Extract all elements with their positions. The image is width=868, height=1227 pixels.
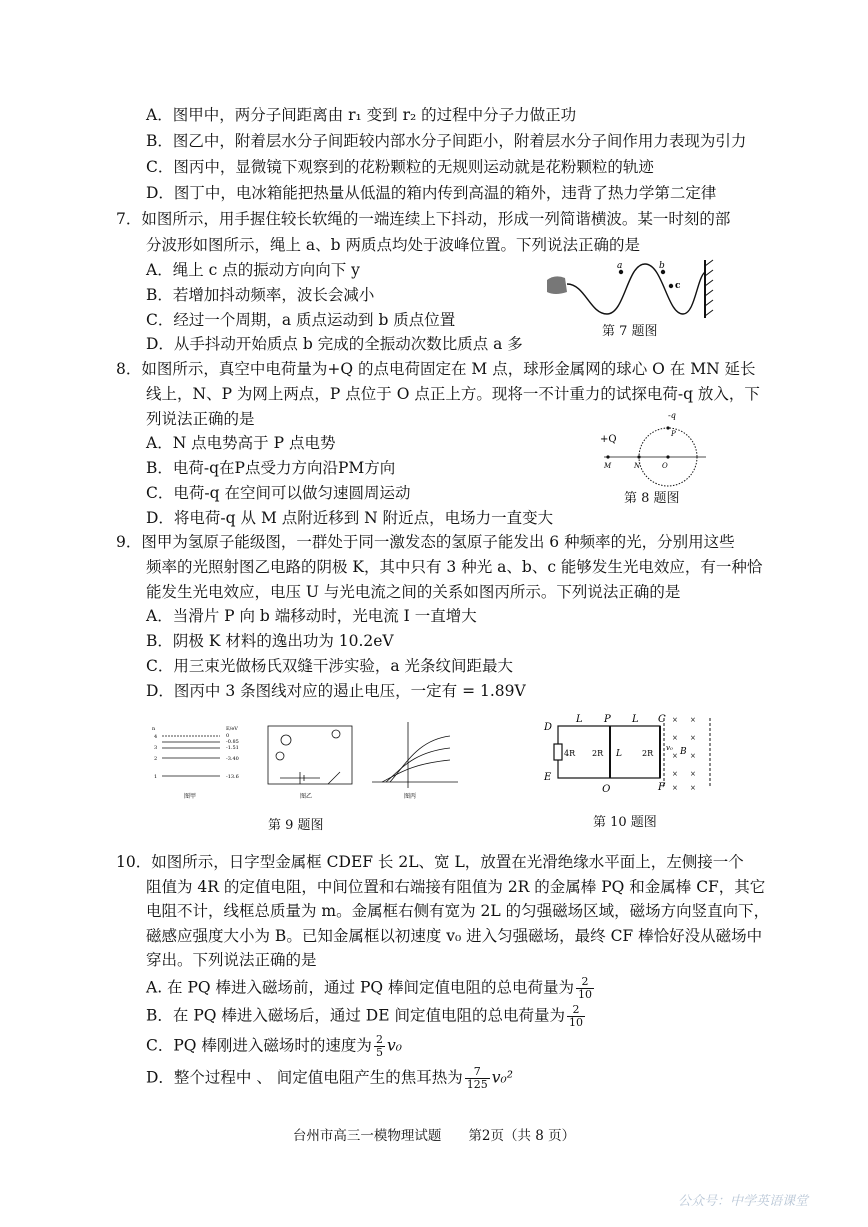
q10-option-b: B．在 PQ 棒进入磁场后，通过 DE 间定值电阻的总电荷量为 $\frac{2}{10}$ bbox=[146, 1003, 583, 1029]
svg-text:F: F bbox=[658, 782, 665, 792]
svg-text:图甲: 图甲 bbox=[184, 793, 197, 800]
svg-text:E: E bbox=[544, 772, 552, 783]
text-line-q8D: D．将电荷-q 从 M 点附近移到 N 附近点，电场力一直变大 bbox=[146, 509, 554, 527]
label-plus-q: +Q bbox=[600, 434, 617, 445]
text-line-q9A: A．当滑片 P 向 b 端移动时，光电流 I 一直增大 bbox=[146, 607, 477, 625]
figure-10-frame bbox=[540, 708, 730, 792]
svg-text:-1.51: -1.51 bbox=[226, 745, 239, 751]
svg-text:L: L bbox=[616, 749, 622, 759]
text-line-q7C: C．经过一个周期，a 质点运动到 b 质点位置 bbox=[146, 311, 456, 329]
q10-option-c: C．PQ 棒刚进入磁场时的速度为 $\frac{2}{5}$ v₀ bbox=[146, 1033, 402, 1059]
point-p bbox=[666, 426, 669, 429]
text-line-q8C: C．电荷-q 在空间可以做匀速圆周运动 bbox=[146, 484, 411, 502]
hand-icon bbox=[547, 276, 567, 294]
caption-fig9: 第 9 题图 bbox=[268, 818, 324, 833]
text-line-q10c: 电阻不计，线框总质量为 m。金属框右侧有宽为 2L 的匀强磁场区域，磁场方向竖直向下， bbox=[146, 902, 770, 920]
text-line-q8b: 线上，N、P 为网上两点，P 点位于 O 点正上方。现将一不计重力的试探电荷-q 放入，下 bbox=[146, 385, 760, 403]
label-n: N bbox=[634, 462, 641, 470]
label-o: O bbox=[662, 462, 668, 470]
text-line-q10e: 穿出。下列说法正确的是 bbox=[146, 951, 317, 969]
svg-text:n: n bbox=[152, 726, 156, 732]
label-yi: 图乙 bbox=[300, 793, 313, 800]
text-line-q8B: B．电荷-q在P点受力方向沿PM方向 bbox=[146, 459, 396, 477]
fraction: $\frac{2}{10}$ bbox=[578, 975, 593, 1001]
svg-text:×: × bbox=[690, 752, 696, 760]
svg-text:2R: 2R bbox=[592, 749, 604, 758]
caption-fig7: 第 7 题图 bbox=[602, 324, 658, 339]
text-line-q10b: 阻值为 4R 的定值电阻，中间位置和右端接有阻值为 2R 的金属棒 PQ 和金属棒 CF，其它 bbox=[146, 878, 766, 896]
fraction: $\frac{2}{10}$ bbox=[568, 1003, 583, 1029]
svg-text:×: × bbox=[690, 770, 696, 778]
text-line-q9b: 频率的光照射图乙电路的阴极 K，其中只有 3 种光 a、b、c 能够发生光电效应，有一种恰 bbox=[146, 558, 763, 576]
text-line-q7A: A．绳上 c 点的振动方向向下 y bbox=[146, 261, 360, 279]
text-line-q9D: D．图丙中 3 条图线对应的遏止电压，一定有 = 1.89V bbox=[146, 682, 526, 700]
text-line-q6c: C．图丙中，显微镜下观察到的花粉颗粒的无规则运动就是花粉颗粒的轨迹 bbox=[146, 158, 654, 176]
q10-option-a: A. 在 PQ 棒进入磁场前，通过 PQ 棒间定值电阻的总电荷量为 $\frac{2}{10}$ bbox=[146, 975, 593, 1001]
fraction: $\frac{7}{125}$ bbox=[466, 1065, 488, 1091]
svg-text:2: 2 bbox=[154, 756, 158, 762]
text-line-q6b: B．图乙中，附着层水分子间距较内部水分子间距小，附着层水分子间作用力表现为引力 bbox=[146, 132, 747, 150]
svg-text:P: P bbox=[604, 714, 611, 725]
svg-text:B: B bbox=[680, 747, 687, 757]
svg-text:×: × bbox=[672, 752, 678, 760]
point-o bbox=[666, 455, 669, 458]
caption-fig10: 第 10 题图 bbox=[593, 815, 657, 830]
label-bing: 图丙 bbox=[404, 793, 417, 800]
svg-text:L: L bbox=[576, 714, 583, 725]
text-line-q6a: A．图甲中，两分子间距离由 r₁ 变到 r₂ 的过程中分子力做正功 bbox=[146, 106, 577, 124]
figure-9 bbox=[150, 718, 460, 802]
text-line-q8A: A．N 点电势高于 P 点电势 bbox=[146, 434, 336, 452]
fraction: $\frac{2}{5}$ bbox=[375, 1033, 383, 1059]
svg-text:4: 4 bbox=[154, 734, 158, 740]
svg-text:0: 0 bbox=[226, 733, 230, 739]
caption-fig8: 第 8 题图 bbox=[624, 491, 680, 506]
text-line-q10d: 磁感应强度大小为 B。已知金属框以初速度 v₀ 进入匀强磁场，最终 CF 棒恰好没从磁场中 bbox=[146, 927, 763, 945]
text-line-q10: 10．如图所示，日字型金属框 CDEF 长 2L、宽 L，放置在光滑绝缘水平面上，左侧接一个 bbox=[116, 853, 744, 871]
energy-level-diagram bbox=[152, 726, 239, 800]
wall-hatch bbox=[705, 260, 713, 316]
label-c: c bbox=[675, 281, 681, 291]
label-m: M bbox=[604, 462, 612, 470]
point-c bbox=[669, 284, 673, 288]
svg-text:×: × bbox=[672, 734, 678, 742]
text-line-q8c: 列说法正确的是 bbox=[146, 410, 255, 428]
watermark: 公众号：中学英语课堂 bbox=[677, 1194, 808, 1209]
svg-text:L: L bbox=[632, 714, 639, 725]
photoelectric-circuit bbox=[268, 726, 352, 784]
svg-text:E/eV: E/eV bbox=[226, 726, 238, 732]
svg-text:×: × bbox=[672, 770, 678, 778]
svg-text:×: × bbox=[690, 716, 696, 724]
text-line-q9: 9．图甲为氢原子能级图，一群处于同一激发态的氢原子能发出 6 种频率的光，分别用这些 bbox=[116, 533, 735, 551]
svg-text:-3.40: -3.40 bbox=[226, 756, 239, 762]
svg-text:×: × bbox=[690, 734, 696, 742]
label-p: P bbox=[671, 430, 676, 438]
svg-text:Q: Q bbox=[602, 784, 611, 792]
svg-text:×: × bbox=[690, 784, 696, 792]
text-line-q6d: D．图丁中，电冰箱能把热量从低温的箱内传到高温的箱外，违背了热力学第二定律 bbox=[146, 184, 717, 202]
svg-text:C: C bbox=[658, 714, 666, 725]
page-footer: 台州市高三一模物理试题 第2页（共 8 页） bbox=[292, 1128, 576, 1144]
svg-text:1: 1 bbox=[154, 774, 158, 780]
text-line-q9c: 能发生光电效应，电压 U 与光电流之间的关系如图丙所示。下列说法正确的是 bbox=[146, 583, 681, 601]
text-line-q7b: 分波形如图所示，绳上 a、b 两质点均处于波峰位置。下列说法正确的是 bbox=[146, 236, 641, 254]
point-n bbox=[637, 455, 640, 458]
text-line-q9C: C．用三束光做杨氏双缝干涉实验，a 光条纹间距最大 bbox=[146, 657, 514, 675]
svg-text:4R: 4R bbox=[564, 749, 576, 758]
svg-text:3: 3 bbox=[154, 745, 158, 751]
iu-graph bbox=[372, 722, 458, 788]
svg-text:-0.85: -0.85 bbox=[226, 739, 239, 745]
wave-curve bbox=[567, 264, 705, 314]
svg-text:×: × bbox=[672, 784, 678, 792]
svg-text:v₀: v₀ bbox=[666, 744, 673, 752]
figure-7-wave bbox=[545, 258, 715, 320]
svg-text:-13.6: -13.6 bbox=[226, 774, 239, 780]
label-a: a bbox=[617, 261, 623, 271]
label-b: b bbox=[659, 261, 665, 271]
figure-8-sphere bbox=[598, 410, 710, 488]
label-q: -q bbox=[668, 411, 676, 420]
point-m bbox=[606, 455, 609, 458]
svg-text:2R: 2R bbox=[642, 749, 654, 758]
svg-text:D: D bbox=[544, 722, 553, 733]
text-line-q7D: D．从手抖动开始质点 b 完成的全振动次数比质点 a 多 bbox=[146, 335, 523, 353]
text-line-q7: 7．如图所示，用手握住较长软绳的一端连续上下抖动，形成一列简谐横波。某一时刻的部 bbox=[116, 210, 731, 228]
q10-option-d: D．整个过程中 、 间定值电阻产生的焦耳热为 $\frac{7}{125}$ v₀² bbox=[146, 1065, 513, 1091]
text-line-q7B: B．若增加抖动频率，波长会减小 bbox=[146, 286, 375, 304]
svg-text:×: × bbox=[672, 716, 678, 724]
text-line-q8: 8．如图所示，真空中电荷量为+Q 的点电荷固定在 M 点，球形金属网的球心 O 在 MN 延长 bbox=[116, 360, 756, 378]
text-line-q9B: B．阴极 K 材料的逸出功为 10.2eV bbox=[146, 632, 394, 650]
